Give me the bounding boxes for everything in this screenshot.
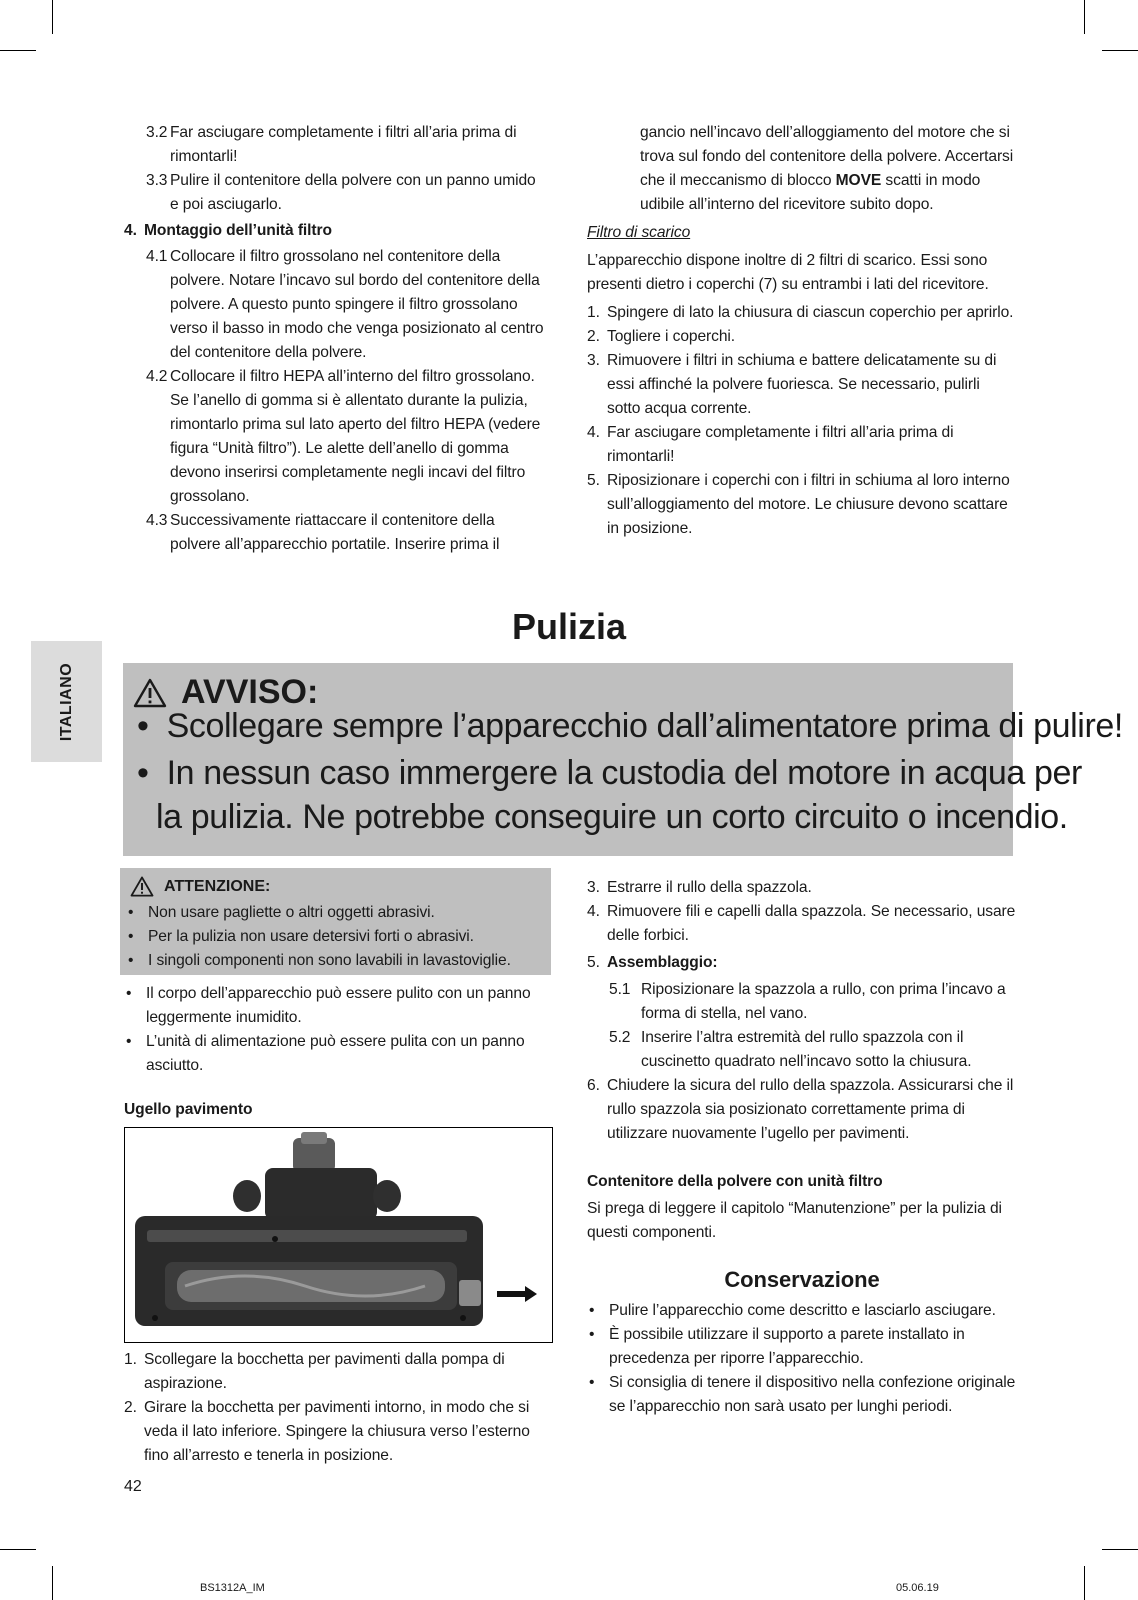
item-text: Riposizionare i coperchi con i filtri in schiuma al loro interno sull’alloggiamento del motore. Le chiusure devono scattare in posizione. — [607, 472, 1010, 537]
list-item — [124, 1396, 552, 1468]
bullet: • — [589, 1302, 595, 1319]
crop-mark — [1084, 1566, 1085, 1600]
list-item — [587, 951, 1017, 975]
subsection-heading: Conservazione — [724, 1267, 880, 1292]
list-item — [124, 509, 544, 557]
list-item — [587, 349, 1017, 421]
item-text: Collocare il filtro HEPA all’interno del filtro grossolano. Se l’anello di gomma si è allentato durante la pulizia, rimontarlo prima sul lato aperto del filtro HEPA (vedere figura “Unità filtro”). Le alette dell’anello di gomma devono inserirsi completamente negli incavi del filtro grossolano. — [170, 368, 541, 505]
item-number: 1. — [124, 1351, 137, 1368]
item-text: Inserire l’altra estremità del rullo spazzola con il cuscinetto quadrato nell’incavo sotto la chiusura. — [641, 1029, 972, 1070]
bullet: • — [589, 1326, 595, 1343]
caution-text: Non usare pagliette o altri oggetti abrasivi. — [148, 904, 435, 921]
list-item — [587, 900, 1017, 948]
warning-text-continued: la pulizia. Ne potrebbe conseguire un corto circuito o incendio. — [156, 798, 1068, 836]
paragraph: L’apparecchio dispone inoltre di 2 filtri di scarico. Essi sono presenti dietro i coperchi (7) su entrambi i lati del ricevitore. — [587, 252, 989, 293]
subsection-title: Ugello pavimento — [124, 1101, 253, 1118]
caution-box — [120, 868, 551, 975]
list-item — [124, 245, 544, 365]
page-number: 42 — [124, 1478, 142, 1495]
caution-heading — [130, 876, 270, 897]
crop-mark — [52, 1566, 53, 1600]
item-number: 3. — [587, 879, 600, 896]
heading-text: Montaggio dell’unità filtro — [144, 222, 332, 239]
item-text: Riposizionare la spazzola a rullo, con prima l’incavo a forma di stella, nel vano. — [641, 981, 1006, 1022]
paragraph: Si prega di leggere il capitolo “Manutenzione” per la pulizia di questi componenti. — [587, 1200, 1002, 1241]
subsection-title: Contenitore della polvere con unità filtro — [587, 1173, 883, 1190]
subsection-title: Filtro di scarico — [587, 224, 691, 241]
warning-text: Scollegare sempre l’apparecchio dall’alimentatore prima di pulire! — [166, 707, 1123, 745]
list-item — [124, 982, 552, 1030]
item-text: Pulire il contenitore della polvere con un panno umido e poi asciugarlo. — [170, 172, 536, 213]
item-number: 3. — [587, 352, 600, 369]
list-item — [587, 301, 1017, 325]
floor-nozzle-photo — [124, 1127, 553, 1343]
upper-left-column — [124, 121, 544, 557]
bullet: • — [137, 754, 149, 792]
caution-list — [126, 901, 551, 973]
list-item — [587, 1074, 1017, 1146]
item-text: Estrarre il rullo della spazzola. — [607, 879, 812, 896]
section-title: Pulizia — [511, 606, 627, 647]
move-label: MOVE — [835, 172, 882, 189]
list-item — [124, 365, 544, 509]
item-text: Girare la bocchetta per pavimenti intorno, in modo che si veda il lato inferiore. Spingere la chiusura verso l’esterno fino all’arresto e tenerla in posizione. — [144, 1399, 530, 1464]
warning-item — [137, 750, 1082, 796]
heading-number: 4. — [124, 222, 137, 239]
lower-left-column — [124, 982, 552, 1122]
item-number: 2. — [587, 328, 600, 345]
caution-item — [126, 901, 551, 925]
nozzle-steps — [124, 1348, 552, 1468]
list-item — [124, 1348, 552, 1396]
crop-mark — [0, 50, 36, 51]
warning-icon — [130, 876, 154, 897]
item-number: 4.1 — [146, 248, 168, 265]
bullet: • — [137, 707, 149, 745]
caution-item — [126, 925, 551, 949]
floor-nozzle-illustration — [125, 1128, 552, 1342]
item-text: Togliere i coperchi. — [607, 328, 736, 345]
caution-text: I singoli componenti non sono lavabili in lavastoviglie. — [148, 952, 511, 969]
footer-doc-id: BS1312A_IM — [200, 1582, 265, 1594]
item-text: Rimuovere i filtri in schiuma e battere delicatamente su di essi affinché la polvere fuoriesca. Se necessario, pulirli sotto acqua corrente. — [607, 352, 997, 417]
item-text: Far asciugare completamente i filtri all’aria prima di rimontarli! — [607, 424, 954, 465]
list-item — [587, 1371, 1017, 1419]
item-text: Assemblaggio: — [607, 954, 718, 971]
list-item — [124, 169, 544, 217]
lower-right-column — [587, 876, 1017, 1419]
list-item — [124, 1030, 552, 1078]
item-text: Scollegare la bocchetta per pavimenti dalla pompa di aspirazione. — [144, 1351, 505, 1392]
list-item — [587, 876, 1017, 900]
section-heading — [124, 219, 544, 243]
caution-text: Per la pulizia non usare detersivi forti o abrasivi. — [148, 928, 474, 945]
bullet: • — [126, 985, 132, 1002]
bullet: • — [128, 904, 134, 921]
item-number: 2. — [124, 1399, 137, 1416]
list-item — [124, 121, 544, 169]
bullet: • — [126, 1033, 132, 1050]
item-text: Far asciugare completamente i filtri all’aria prima di rimontarli! — [170, 124, 517, 165]
item-number: 6. — [587, 1077, 600, 1094]
list-item — [587, 421, 1017, 469]
item-number: 4. — [587, 903, 600, 920]
list-item — [587, 469, 1017, 541]
item-number: 4. — [587, 424, 600, 441]
crop-mark — [0, 1549, 36, 1550]
item-number: 1. — [587, 304, 600, 321]
item-number: 5.2 — [609, 1029, 631, 1046]
crop-mark — [52, 0, 53, 34]
language-label: ITALIANO — [57, 662, 75, 741]
item-number: 5. — [587, 954, 600, 971]
crop-mark — [1102, 50, 1138, 51]
bullet: • — [589, 1374, 595, 1391]
warning-title: AVVISO: — [181, 673, 319, 711]
continued-text — [587, 121, 1017, 217]
item-text: Spingere di lato la chiusura di ciascun coperchio per aprirlo. — [607, 304, 1014, 321]
crop-mark — [1102, 1549, 1138, 1550]
language-tab — [31, 641, 102, 762]
item-text: Il corpo dell’apparecchio può essere pulito con un panno leggermente inumidito. — [146, 985, 531, 1026]
warning-box — [123, 663, 1123, 856]
item-number: 4.2 — [146, 368, 168, 385]
list-item — [587, 325, 1017, 349]
item-text: Collocare il filtro grossolano nel contenitore della polvere. Notare l’incavo sul bordo del contenitore della polvere. A questo punto spingere il filtro grossolano verso il basso in modo che venga posizionato al centro del contenitore della polvere. — [170, 248, 544, 361]
item-number: 3.3 — [146, 172, 168, 189]
footer-date: 05.06.19 — [896, 1582, 939, 1594]
list-item — [587, 1299, 1017, 1323]
bullet: • — [128, 952, 134, 969]
list-item — [587, 1026, 1017, 1074]
item-text: Pulire l’apparecchio come descritto e lasciarlo asciugare. — [609, 1302, 996, 1319]
crop-mark — [1084, 0, 1085, 34]
bullet: • — [128, 928, 134, 945]
item-number: 5.1 — [609, 981, 631, 998]
item-number: 4.3 — [146, 512, 168, 529]
item-text: Rimuovere fili e capelli dalla spazzola. Se necessario, usare delle forbici. — [607, 903, 1016, 944]
item-text: Si consiglia di tenere il dispositivo nella confezione originale se l’apparecchio non sarà usato per lunghi periodi. — [609, 1374, 1016, 1415]
caution-title: ATTENZIONE: — [164, 877, 271, 895]
item-text: Successivamente riattaccare il contenitore della polvere all’apparecchio portatile. Inserire prima il — [170, 512, 500, 553]
text: gancio nell’incavo dell’alloggiamento del motore che si trova sul fondo del contenitore della polvere. Accertarsi che il meccanismo di blocco — [640, 124, 1014, 189]
caution-item — [126, 949, 551, 973]
warning-item — [137, 703, 1123, 749]
warning-text: In nessun caso immergere la custodia del motore in acqua per — [166, 754, 1082, 792]
item-number: 3.2 — [146, 124, 168, 141]
item-text: Chiudere la sicura del rullo della spazzola. Assicurarsi che il rullo spazzola sia posizionato correttamente prima di utilizzare nuovamente l’ugello per pavimenti. — [607, 1077, 1014, 1142]
text: scatti in modo udibile all’interno del ricevitore subito dopo. — [640, 172, 981, 213]
upper-right-column — [587, 121, 1017, 541]
item-text: È possibile utilizzare il supporto a parete installato in precedenza per riporre l’apparecchio. — [609, 1326, 965, 1367]
item-number: 5. — [587, 472, 600, 489]
list-item — [587, 1323, 1017, 1371]
list-item — [587, 978, 1017, 1026]
item-text: L’unità di alimentazione può essere pulita con un panno asciutto. — [146, 1033, 525, 1074]
